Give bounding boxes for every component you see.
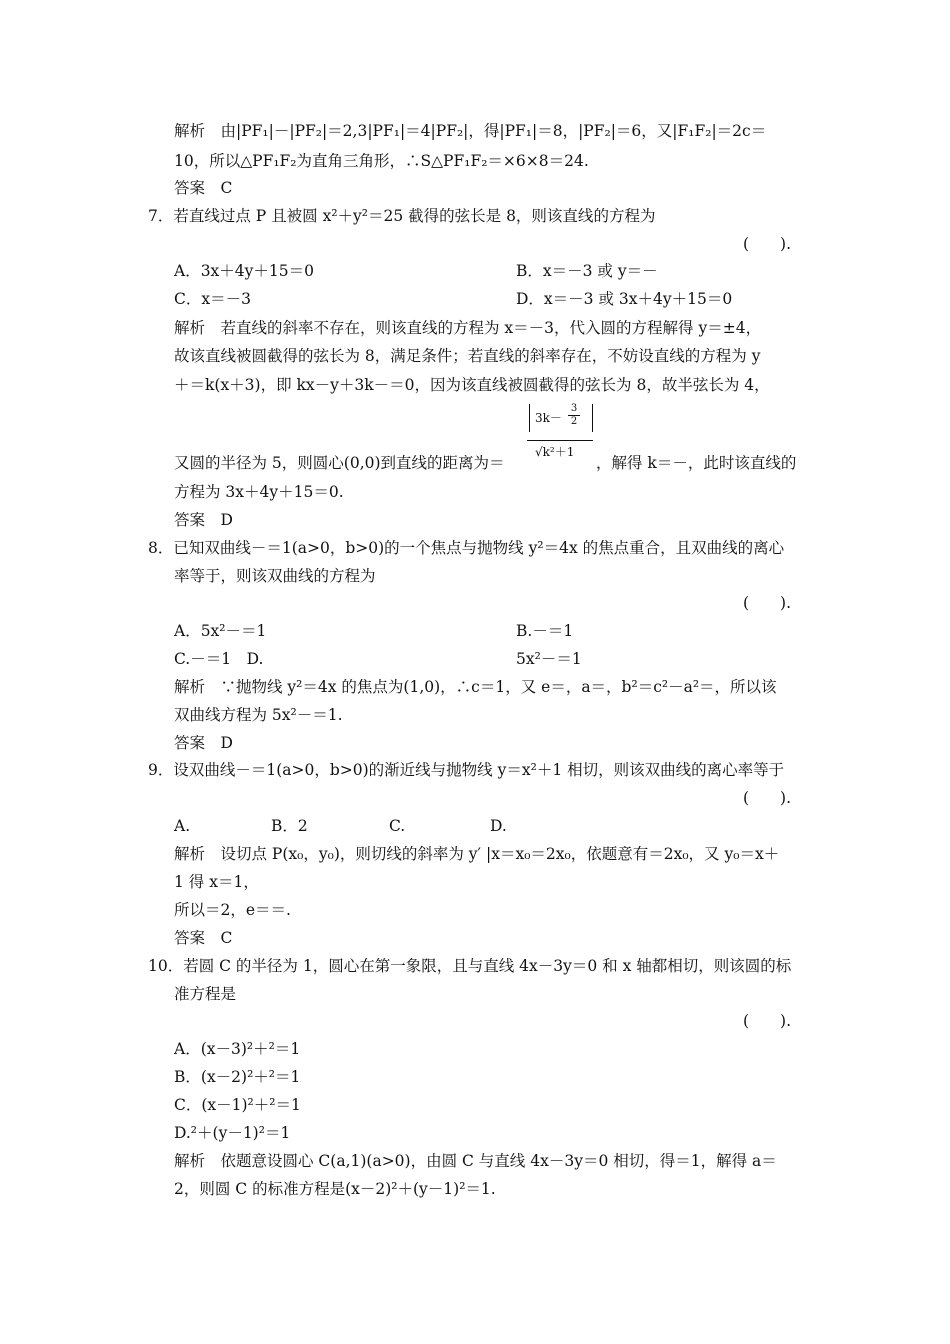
solution-6-line-2: 10，所以△PF₁F₂为直角三角形，∴S△PF₁F₂＝×6×8＝24. — [174, 152, 589, 170]
question-9-option-b: B．2 — [271, 817, 308, 835]
solution-10-line-2: 2，则圆 C 的标准方程是(x－2)²＋(y－1)²＝1. — [174, 1180, 496, 1198]
solution-9-line-3: 所以＝2，e＝＝. — [174, 901, 291, 919]
question-7-option-d: D．x＝－3 或 3x＋4y＋15＝0 — [516, 290, 733, 308]
question-8-option-a: A．5x²－＝1 — [174, 622, 267, 640]
question-8-option-d-value: 5x²－＝1 — [516, 650, 582, 668]
question-9: 9．设双曲线－＝1(a>0，b>0)的渐近线与抛物线 y＝x²＋1 相切，则该双曲线的离心率等于 — [148, 761, 785, 779]
fraction-bar — [527, 440, 593, 441]
half-numerator: 3 — [570, 403, 578, 414]
solution-8-line-1: 解析 ∵抛物线 y²＝4x 的焦点为(1,0)，∴c＝1，又 e＝，a＝，b²＝c²－a²＝，所以该 — [174, 678, 777, 696]
question-10-line-2: 准方程是 — [174, 985, 237, 1003]
question-10-option-c: C．(x－1)²＋²＝1 — [174, 1096, 301, 1114]
answer-7: 答案 D — [174, 511, 233, 529]
solution-9-line-1: 解析 设切点 P(x₀，y₀)，则切线的斜率为 y′ |x＝x₀＝2x₀，依题意有＝2x₀，又 y₀＝x＋ — [174, 845, 780, 863]
solution-10-line-1: 解析 依题意设圆心 C(a,1)(a>0)，由圆 C 与直线 4x－3y＝0 相切，得＝1，解得 a＝ — [174, 1152, 777, 1170]
question-8-line-2: 率等于，则该双曲线的方程为 — [174, 567, 376, 585]
solution-7-line-5: 方程为 3x＋4y＋15＝0. — [174, 483, 344, 501]
distance-fraction — [527, 404, 593, 468]
question-7: 7．若直线过点 P 且被圆 x²＋y²＝25 截得的弦长是 8，则该直线的方程为 — [148, 207, 656, 225]
question-10-option-d: D.²＋(y－1)²＝1 — [174, 1124, 291, 1142]
solution-9-line-2: 1 得 x＝1， — [174, 873, 259, 891]
solution-6-line-1: 解析 由|PF₁|－|PF₂|＝2,3|PF₁|＝4|PF₂|，得|PF₁|＝8，|PF₂|＝6，又|F₁F₂|＝2c＝ — [174, 122, 767, 140]
half-fraction — [568, 404, 580, 427]
question-9-option-a: A. — [174, 817, 191, 835]
question-8-option-b: B.－＝1 — [516, 622, 574, 640]
question-10-option-a: A．(x－3)²＋²＝1 — [174, 1040, 301, 1058]
solution-7-line-4: 又圆的半径为 5，则圆心(0,0)到直线的距离为＝ — [174, 454, 505, 472]
solution-7-line-2: 故该直线被圆截得的弦长为 8，满足条件；若直线的斜率存在，不妨设直线的方程为 y — [174, 347, 761, 365]
question-7-option-c: C．x＝－3 — [174, 290, 251, 308]
question-7-option-b: B．x＝－3 或 y＝－ — [516, 262, 658, 280]
half-denominator: 2 — [570, 416, 578, 427]
solution-7-line-3: ＋＝k(x＋3)，即 kx－y＋3k－＝0，因为该直线被圆截得的弦长为 8，故半弦长为 4， — [174, 376, 770, 394]
question-8-option-c: C.－＝1 D. — [174, 650, 264, 668]
question-7-blank: ( ). — [743, 235, 792, 253]
question-10-line-1: 10．若圆 C 的半径为 1，圆心在第一象限，且与直线 4x－3y＝0 和 x 轴都相切，则该圆的标 — [148, 957, 792, 975]
question-10-blank: ( ). — [743, 1012, 792, 1030]
answer-8: 答案 D — [174, 734, 233, 752]
fraction-numerator — [529, 404, 593, 432]
answer-9: 答案 C — [174, 929, 233, 947]
question-8-line-1: 8．已知双曲线－＝1(a>0，b>0)的一个焦点与抛物线 y²＝4x 的焦点重合，且双曲线的离心 — [148, 539, 785, 557]
fraction-denominator: √k²＋1 — [535, 445, 575, 459]
question-9-option-c: C. — [389, 817, 406, 835]
answer-6: 答案 C — [174, 179, 233, 197]
question-7-option-a: A．3x＋4y＋15＝0 — [174, 262, 314, 280]
question-10-option-b: B．(x－2)²＋²＝1 — [174, 1068, 301, 1086]
numerator-left: 3k－ — [535, 411, 562, 425]
question-8-blank: ( ). — [743, 594, 792, 612]
solution-7-line-4b: ，解得 k＝－，此时该直线的 — [596, 454, 797, 472]
question-9-blank: ( ). — [743, 789, 792, 807]
solution-7-line-1: 解析 若直线的斜率不存在，则该直线的方程为 x＝－3，代入圆的方程解得 y＝±4， — [174, 319, 762, 337]
solution-8-line-2: 双曲线方程为 5x²－＝1. — [174, 706, 343, 724]
question-9-option-d: D. — [490, 817, 507, 835]
